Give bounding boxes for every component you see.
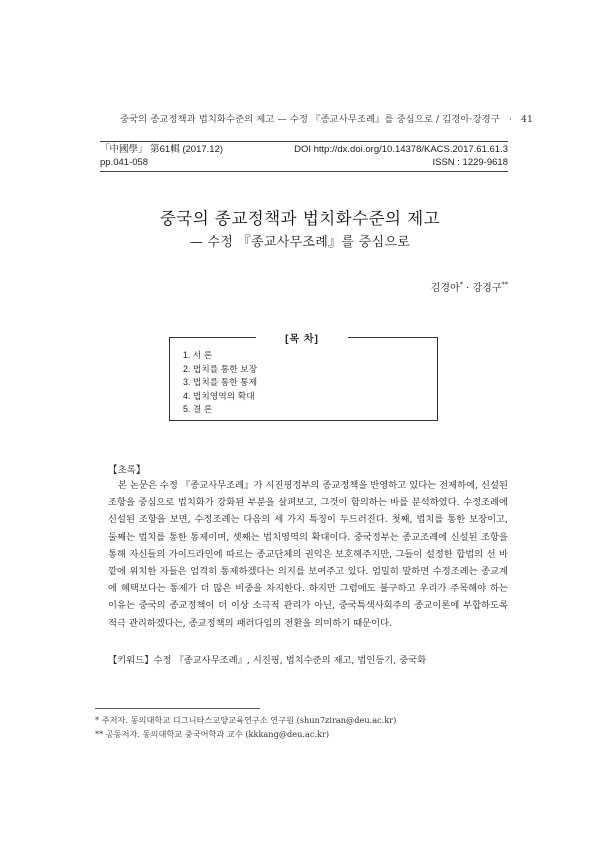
footnote-author-1: * 주저자. 동의대학교 디그니타스교양교육연구소 연구원 (shun7ziran@deu.ac.kr)	[95, 715, 397, 725]
author-1: 김경아	[430, 283, 460, 294]
toc-item: 3. 법치를 통한 통제	[183, 377, 258, 387]
publication-info	[100, 141, 508, 172]
author-separator: ·	[462, 283, 473, 294]
toc-list	[183, 349, 423, 417]
footnotes	[95, 713, 515, 741]
footnote-rule	[95, 708, 260, 709]
keywords: 【키워드】수정 『종교사무조례』, 시진핑, 법치수준의 제고, 법인등기, 중국화	[108, 655, 427, 666]
paper-subtitle: — 수정 『종교사무조례』를 중심으로	[189, 235, 411, 250]
toc-header: [목 차]	[256, 330, 348, 345]
running-head	[120, 111, 534, 125]
footnote-author-2: ** 공동저자. 동의대학교 중국어학과 교수 (kkkang@deu.ac.kr)	[95, 729, 330, 739]
issn-info: ISSN : 1229-9618	[432, 157, 508, 168]
toc-item: 1. 서 론	[183, 350, 213, 360]
pub-info-top-rule	[100, 141, 508, 142]
journal-info: 「中國學」 第61輯 (2017.12)	[100, 144, 224, 155]
author-line	[300, 279, 508, 294]
page-number: 41	[521, 114, 534, 125]
author-2-mark: **	[501, 280, 508, 289]
pub-info-bottom-rule	[100, 171, 508, 172]
page-mark: ·	[508, 114, 512, 125]
running-head-text: 중국의 종교정책과 법치화수준의 제고 — 수정 『종교사무조례』를 중심으로 / 김경아·강경구	[120, 114, 500, 125]
author-1-mark: *	[459, 280, 463, 289]
author-2: 강경구	[472, 283, 502, 294]
toc-item: 5. 결 론	[183, 404, 213, 414]
page-range: pp.041-058	[100, 157, 149, 168]
doi-info: DOI http://dx.doi.org/10.14378/KACS.2017.61.61.3	[294, 144, 508, 155]
paper-title: 중국의 종교정책과 법치화수준의 제고	[159, 209, 441, 228]
abstract-label: 【초록】	[108, 465, 146, 476]
abstract-text: 본 논문은 수정 『종교사무조례』가 시진핑정부의 종교정책을 반영하고 있다는 전제하에, 신설된 조항을 중심으로 법치화가 강화된 부분을 살펴보고, 그것이 함의하는 바를 분석하였다. 수정조례에 신설된 조항을 보면, 수정조례는 다음의 세 가지 특징이 두드러진다. 첫째, 법치를 통한 보장이고, 둘째는 법치를 통한 통제이며, 셋째는 법치영역의 확대이다. 중국정부는 종교조례에 신설된 조항을 통해 자신들의 가이드라인에 따르는 종교단체의 권익은 보호해주지만, 그들이 설정한 합법의 선 바깥에 위치한 자들은 엄격히 통제하겠다는 의지를 보여주고 있다. 엄밀히 말하면 수정조례는 종교계에 혜택보다는 통제가 더 많은 비중을 차지한다. 하지만 그럼에도 불구하고 우리가 주목해야 하는 이유는 중국의 종교정책이 더 이상 소극적 관리가 아닌, 중국특색사회주의 종교이론에 부합하도록 적극 관리하겠다는, 종교정책의 패러다임의 전환을 의미하기 때문이다.	[108, 480, 508, 629]
toc-item: 4. 법치영역의 확대	[183, 390, 255, 401]
toc-item: 2. 법치를 통한 보장	[183, 363, 258, 374]
